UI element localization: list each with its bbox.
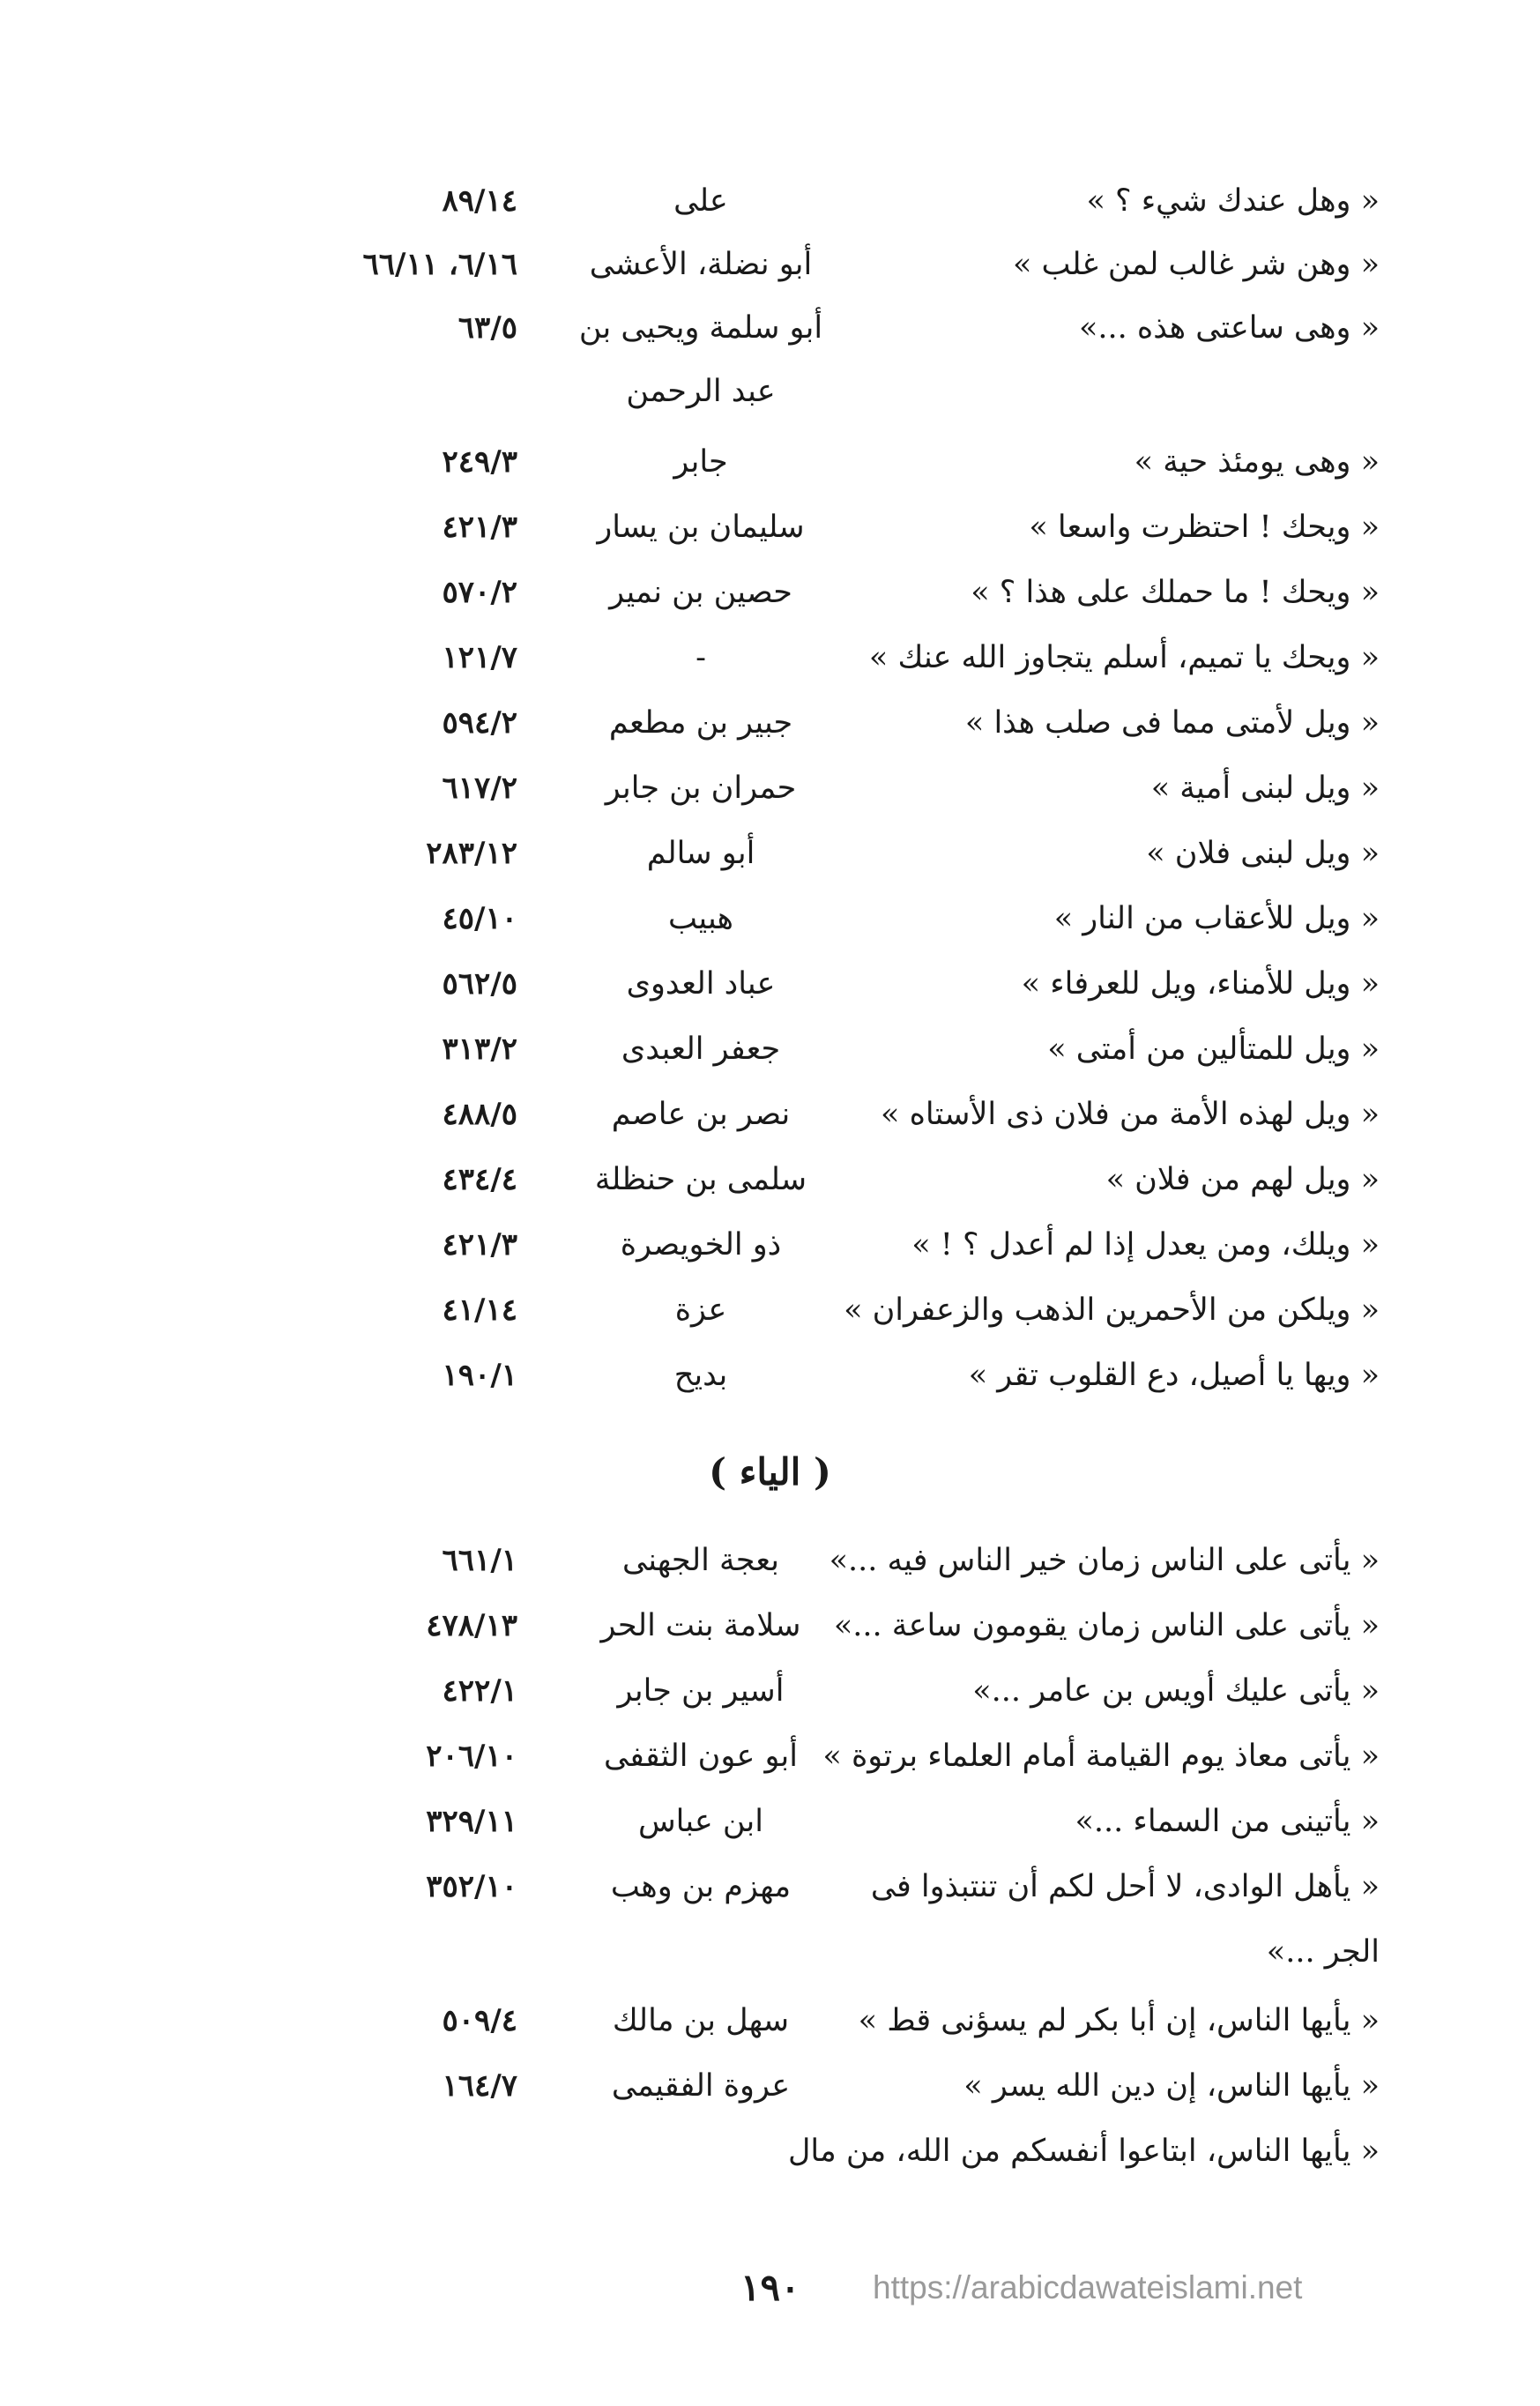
- volume-page-ref: ٢٠٦/١٠: [426, 1739, 517, 1774]
- section-heading: ( الياء ): [709, 1450, 831, 1494]
- narrator: سليمان بن يسار: [597, 510, 805, 545]
- volume-page-ref: ٤١/١٤: [442, 1292, 517, 1328]
- index-row: [0, 1284, 1540, 1337]
- volume-page-ref: ١٦٤/٧: [442, 2068, 517, 2104]
- index-row: [0, 1730, 1540, 1783]
- hadith-text: الجر ...»: [1266, 1934, 1380, 1970]
- narrator: نصر بن عاصم: [611, 1097, 791, 1132]
- index-row: [0, 436, 1540, 488]
- index-row: [0, 1599, 1540, 1652]
- hadith-text: « ويل لهم من فلان »: [1105, 1162, 1380, 1197]
- narrator: أبو عون الثقفى: [604, 1739, 798, 1774]
- index-row-continuation: [0, 1926, 1540, 1978]
- narrator: سهل بن مالك: [612, 2003, 790, 2038]
- index-row: [0, 238, 1540, 291]
- volume-page-ref: ٣٢٩/١١: [426, 1804, 517, 1839]
- volume-page-ref: ٣١٣/٢: [442, 1032, 517, 1067]
- narrator: جعفر العبدى: [621, 1032, 781, 1067]
- index-row: [0, 1994, 1540, 2047]
- index-row: [0, 827, 1540, 880]
- volume-page-ref: ١٢١/٧: [442, 640, 517, 675]
- narrator: أبو سلمة ويحيى بن: [578, 310, 823, 346]
- volume-page-ref: ٢٨٣/١٢: [426, 836, 517, 871]
- hadith-text: « ويل للأمناء، ويل للعرفاء »: [1021, 966, 1380, 1002]
- hadith-text: « ويل لهذه الأمة من فلان ذى الأستاه »: [881, 1097, 1380, 1132]
- index-row: [0, 1023, 1540, 1076]
- hadith-text: « ويل لأمتى مما فى صلب هذا »: [964, 705, 1380, 741]
- volume-page-ref: ٦/١٦، ٦٦/١١: [362, 247, 517, 282]
- hadith-text: « ويها يا أصيل، دع القلوب تقر »: [968, 1358, 1380, 1393]
- hadith-text: « ويحك ! ما حملك على هذا ؟ »: [971, 575, 1380, 610]
- watermark-url: https://arabicdawateislami.net: [873, 2269, 1303, 2305]
- volume-page-ref: ٥٠٩/٤: [442, 2003, 517, 2038]
- index-row: [0, 631, 1540, 684]
- hadith-text: « وهل عندك شيء ؟ »: [1086, 183, 1380, 219]
- narrator: أبو سالم: [646, 836, 755, 871]
- volume-page-ref: ٢٤٩/٣: [442, 444, 517, 480]
- narrator: سلامة بنت الحر: [600, 1608, 801, 1643]
- volume-page-ref: ٣٥٢/١٠: [426, 1869, 517, 1904]
- volume-page-ref: ٥٧٠/٢: [442, 575, 517, 610]
- volume-page-ref: ٦٣/٥: [458, 310, 517, 346]
- hadith-text: « يأيها الناس، إن أبا بكر لم يسؤنى قط »: [858, 2003, 1380, 2038]
- narrator: جابر: [673, 444, 728, 480]
- volume-page-ref: ٦٦١/١: [442, 1543, 517, 1578]
- index-row: [0, 302, 1540, 354]
- volume-page-ref: ٤٢١/٣: [442, 1227, 517, 1263]
- volume-page-ref: ٤٢٢/١: [442, 1673, 517, 1709]
- hadith-text: « يأيها الناس، إن دين الله يسر »: [963, 2068, 1380, 2104]
- index-row: [0, 1218, 1540, 1271]
- index-row: [0, 2060, 1540, 2112]
- narrator: جبير بن مطعم: [608, 705, 793, 741]
- volume-page-ref: ٤٥/١٠: [442, 901, 517, 936]
- hadith-text: « ويل للأعقاب من النار »: [1053, 901, 1380, 936]
- volume-page-ref: ٦١٧/٢: [442, 771, 517, 806]
- index-row: [0, 957, 1540, 1010]
- hadith-text: « ويلكن من الأحمرين الذهب والزعفران »: [844, 1292, 1380, 1328]
- hadith-text: « وهى يومئذ حية »: [1134, 444, 1380, 480]
- narrator: مهزم بن وهب: [610, 1869, 792, 1904]
- hadith-text: « يأيها الناس، ابتاعوا أنفسكم من الله، من مال: [787, 2134, 1380, 2169]
- hadith-text: « ويل لبنى أمية »: [1150, 771, 1380, 806]
- index-row: [0, 566, 1540, 619]
- volume-page-ref: ١٩٠/١: [442, 1358, 517, 1393]
- hadith-text: « ويحك ! احتظرت واسعا »: [1029, 510, 1380, 545]
- narrator: أسير بن جابر: [617, 1673, 785, 1709]
- narrator: أبو نضلة، الأعشى: [589, 247, 813, 282]
- narrator: بعجة الجهنى: [622, 1543, 779, 1578]
- volume-page-ref: ٤٣٤/٤: [442, 1162, 517, 1197]
- hadith-text: « يأتى عليك أويس بن عامر ...»: [972, 1673, 1380, 1709]
- index-row: [0, 762, 1540, 815]
- page-footer: [0, 2257, 1540, 2319]
- volume-page-ref: ٨٩/١٤: [442, 183, 517, 219]
- index-row: [0, 1349, 1540, 1402]
- hadith-text: « ويل للمتألين من أمتى »: [1047, 1032, 1380, 1067]
- narrator: -: [696, 640, 706, 675]
- narrator: بديح: [673, 1358, 728, 1393]
- hadith-text: « يأهل الوادى، لا أحل لكم أن تنتبذوا فى: [870, 1869, 1380, 1904]
- hadith-text: « يأتى معاذ يوم القيامة أمام العلماء برتوة »: [822, 1739, 1380, 1774]
- index-row: [0, 1860, 1540, 1913]
- hadith-text: « وهن شر غالب لمن غلب »: [1012, 247, 1380, 282]
- hadith-text: « ويل لبنى فلان »: [1146, 836, 1380, 871]
- narrator: حصين بن نمير: [609, 575, 792, 610]
- index-row: [0, 2125, 1540, 2178]
- hadith-text: « يأتى على الناس زمان يقومون ساعة ...»: [833, 1608, 1380, 1643]
- hadith-text: « يأتينى من السماء ...»: [1075, 1804, 1380, 1839]
- index-row: [0, 696, 1540, 749]
- index-row: [0, 175, 1540, 227]
- index-row: [0, 501, 1540, 554]
- volume-page-ref: ٥٦٢/٥: [442, 966, 517, 1002]
- index-row: [0, 1088, 1540, 1141]
- narrator: عبد الرحمن: [626, 374, 776, 409]
- index-row: [0, 1665, 1540, 1717]
- index-row: [0, 892, 1540, 945]
- hadith-text: « ويحك يا تميم، أسلم يتجاوز الله عنك »: [868, 640, 1380, 675]
- volume-page-ref: ٤٢١/٣: [442, 510, 517, 545]
- page-number: ١٩٠: [740, 2266, 800, 2309]
- narrator: حمران بن جابر: [605, 771, 797, 806]
- index-row: [0, 1534, 1540, 1587]
- volume-page-ref: ٤٨٨/٥: [442, 1097, 517, 1132]
- narrator: هبيب: [668, 901, 733, 936]
- hadith-text: « ويلك، ومن يعدل إذا لم أعدل ؟ ! »: [911, 1227, 1380, 1263]
- narrator: عزة: [674, 1292, 727, 1328]
- index-row-continuation: [0, 365, 1540, 418]
- hadith-text: « وهى ساعتى هذه ...»: [1078, 310, 1380, 346]
- narrator: عباد العدوى: [626, 966, 776, 1002]
- narrator: عروة الفقيمى: [611, 2068, 791, 2104]
- hadith-text: « يأتى على الناس زمان خير الناس فيه ...»: [829, 1543, 1380, 1578]
- volume-page-ref: ٤٧٨/١٣: [426, 1608, 517, 1643]
- index-row: [0, 1153, 1540, 1206]
- narrator: ذو الخويصرة: [620, 1227, 782, 1263]
- index-row: [0, 1795, 1540, 1848]
- volume-page-ref: ٥٩٤/٢: [442, 705, 517, 741]
- narrator: ابن عباس: [637, 1804, 764, 1839]
- narrator: سلمى بن حنظلة: [594, 1162, 807, 1197]
- narrator: على: [673, 183, 728, 219]
